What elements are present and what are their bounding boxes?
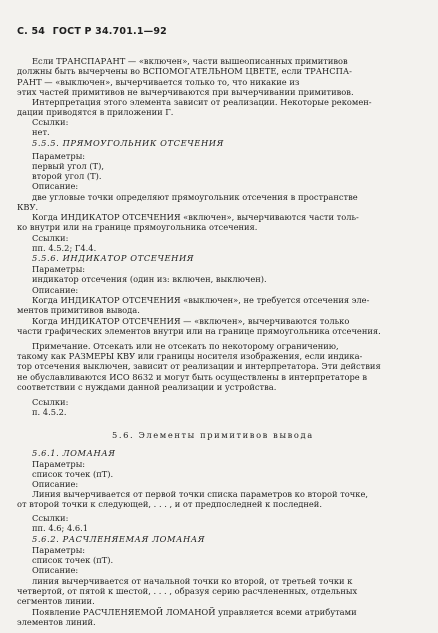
text-line: соответствии с нуждами данной реализации и устройства.: [17, 382, 277, 392]
section-heading: 5.6. Элементы примитивов вывода: [112, 430, 314, 440]
text-line: две угловые точки определяют прямоугольник отсечения в пространстве: [32, 192, 358, 202]
text-line: этих частей примитивов не вычерчиваются при вычерчивании примитивов.: [17, 87, 354, 97]
text-line: список точек (пТ).: [32, 555, 114, 565]
text-line: элементов линий.: [17, 617, 96, 627]
text-line: Параметры:: [32, 264, 86, 274]
text-line: РАНТ — «выключен», вычерчивается только то, что никакие из: [17, 77, 300, 87]
text-line: список точек (пТ).: [32, 469, 114, 479]
page-header: [17, 27, 167, 37]
text-line: Описание:: [32, 479, 79, 489]
text-line: линия вычерчивается от начальной точки ко второй, от третьей точки к: [32, 576, 353, 586]
text-line: части графических элементов внутри или на границе прямоугольника отсечения.: [17, 326, 381, 336]
text-line: ментов примитивов вывода.: [17, 305, 140, 315]
text-line: Появление РАСЧЛЕНЯЕМОЙ ЛОМАНОЙ управляется всеми атрибутами: [32, 607, 357, 617]
text-line: Интерпретация этого элемента зависит от реализации. Некоторые рекомен-: [32, 97, 372, 107]
section-heading: 5.5.6. ИНДИКАТОР ОТСЕЧЕНИЯ: [32, 253, 195, 263]
text-line: Описание:: [32, 565, 79, 575]
text-line: тор отсечения выключен, зависит от реализации и интерпретатора. Эти действия: [17, 361, 381, 371]
section-heading: 5.6.2. РАСЧЛЕНЯЕМАЯ ЛОМАНАЯ: [32, 534, 206, 544]
text-line: пп. 4.6; 4.6.1: [32, 523, 89, 533]
text-line: Когда ИНДИКАТОР ОТСЕЧЕНИЯ «включен», вычерчиваются части толь-: [32, 212, 359, 222]
note-line: Примечание. Отсекать или не отсекать по некоторому ограничению,: [32, 341, 339, 351]
text-line: Ссылки:: [32, 397, 69, 407]
text-line: п. 4.5.2.: [32, 407, 67, 417]
text-line: от второй точки к следующей, . . . , и от предпоследней к последней.: [17, 499, 322, 509]
text-line: Ссылки:: [32, 513, 69, 523]
text-line: второй угол (Т).: [32, 171, 102, 181]
standard-code: ГОСТ Р 34.701.1—92: [52, 26, 167, 37]
text-line: Параметры:: [32, 459, 86, 469]
section-heading: 5.6.1. ЛОМАНАЯ: [32, 448, 116, 458]
text-line: нет.: [32, 127, 50, 137]
text-line: первый угол (Т),: [32, 161, 104, 171]
page-number: С. 54: [17, 26, 46, 37]
text-line: Ссылки:: [32, 117, 69, 127]
text-line: Описание:: [32, 285, 79, 295]
text-line: Когда ИНДИКАТОР ОТСЕЧЕНИЯ «выключен», не требуется отсечения эле-: [32, 295, 370, 305]
text-line: Параметры:: [32, 545, 86, 555]
text-line: Линия вычерчивается от первой точки списка параметров ко второй точке,: [32, 489, 369, 499]
text-line: пп. 4.5.2; Г4.4.: [32, 243, 97, 253]
text-line: не обуславливаются ИСО 8632 и могут быть осуществлены в интерпретаторе в: [17, 372, 368, 382]
text-line: КВУ.: [17, 202, 39, 212]
text-line: четвертой, от пятой к шестой, . . . , образуя серию расчлененных, отдельных: [17, 586, 358, 596]
text-line: ко внутри или на границе прямоугольника отсечения.: [17, 222, 258, 232]
section-heading: 5.5.5. ПРЯМОУГОЛЬНИК ОТСЕЧЕНИЯ: [32, 138, 224, 148]
text-line: должны быть вычерчены во ВСПОМОГАТЕЛЬНОМ ЦВЕТЕ, если ТРАНСПА-: [17, 66, 352, 76]
text-line: дации приводятся в приложении Г.: [17, 107, 174, 117]
text-line: Описание:: [32, 181, 79, 191]
text-line: сегментов линии.: [17, 596, 95, 606]
text-line: Параметры:: [32, 151, 86, 161]
text-line: Ссылки:: [32, 233, 69, 243]
text-line: индикатор отсечения (один из: включен, выключен).: [32, 274, 267, 284]
text-line: Если ТРАНСПАРАНТ — «включен», части вышеописанных примитивов: [32, 56, 348, 66]
text-line: такому как РАЗМЕРЫ КВУ или границы носителя изображения, если индика-: [17, 351, 363, 361]
text-line: Когда ИНДИКАТОР ОТСЕЧЕНИЯ — «включен», вычерчиваются только: [32, 316, 350, 326]
